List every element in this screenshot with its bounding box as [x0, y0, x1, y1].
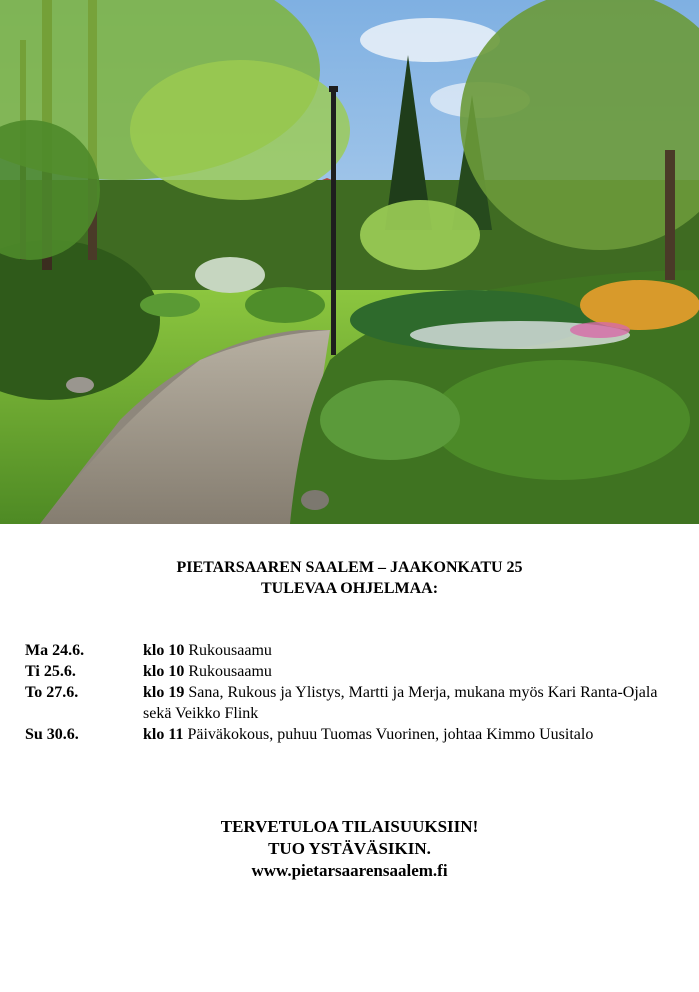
schedule-row	[25, 682, 685, 724]
schedule-text: Rukousaamu	[188, 663, 272, 680]
schedule-day: To 27.6.	[25, 684, 79, 701]
schedule-description	[143, 661, 685, 682]
website-link[interactable]: www.pietarsaarensaalem.fi	[251, 861, 448, 880]
schedule-row	[25, 724, 685, 745]
header-title: PIETARSAAREN SAALEM – JAAKONKATU 25	[176, 559, 523, 576]
schedule-row	[25, 640, 685, 661]
schedule-time: klo 11	[143, 726, 184, 743]
schedule-list	[25, 640, 685, 745]
header-subtitle: TULEVAA OHJELMAA:	[260, 580, 439, 597]
schedule-day: Ma 24.6.	[25, 642, 85, 659]
schedule-description	[143, 724, 685, 745]
schedule-row	[25, 661, 685, 682]
schedule-day: Su 30.6.	[25, 726, 79, 743]
schedule-time: klo 19	[143, 684, 185, 701]
schedule-description	[143, 640, 685, 661]
schedule-time: klo 10	[143, 642, 185, 659]
schedule-description	[143, 682, 685, 724]
invite-text: TUO YSTÄVÄSIKIN.	[268, 839, 431, 858]
schedule-text: Rukousaamu	[188, 642, 272, 659]
schedule-day: Ti 25.6.	[25, 663, 76, 680]
schedule-text: Päiväkokous, puhuu Tuomas Vuorinen, johtaa Kimmo Uusitalo	[187, 726, 594, 743]
schedule-text: Sana, Rukous ja Ylistys, Martti ja Merja, mukana myös Kari Ranta-Ojala sekä Veikko Flink	[143, 684, 658, 722]
welcome-text: TERVETULOA TILAISUUKSIIN!	[220, 817, 479, 836]
schedule-time: klo 10	[143, 663, 185, 680]
